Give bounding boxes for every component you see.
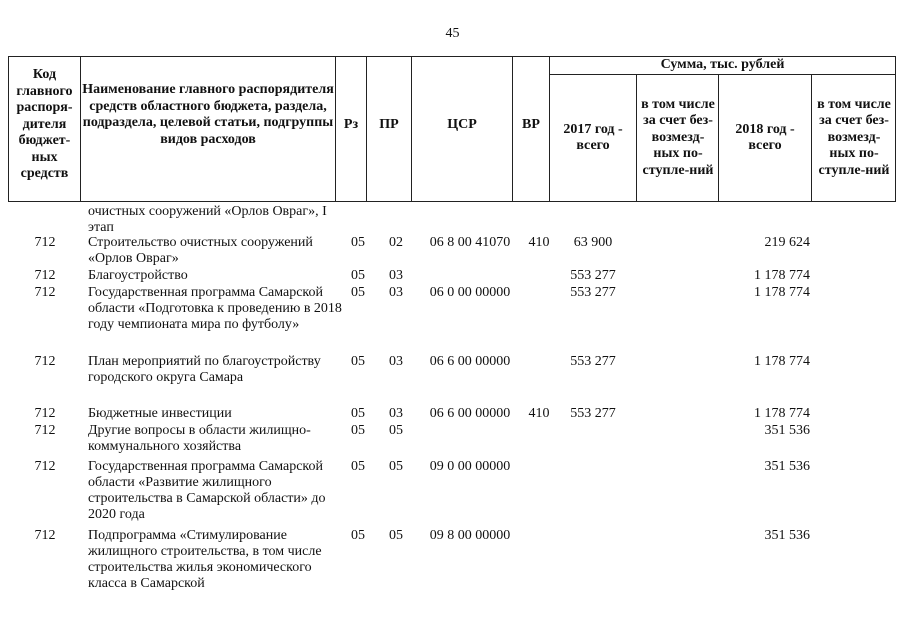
row-csr: 06 6 00 00000 bbox=[429, 406, 511, 421]
row-csr: 06 0 00 00000 bbox=[429, 285, 511, 300]
row-pr: 05 bbox=[389, 459, 403, 474]
header-vr: ВР bbox=[522, 116, 540, 132]
row-code: 712 bbox=[34, 459, 56, 474]
header-2017-free: в том числе за счет без-возмезд-ных по-ступле-ний bbox=[641, 96, 715, 178]
row-code: 712 bbox=[34, 423, 56, 438]
header-2018-free: в том числе за счет без-возмезд-ных по-ступле-ний bbox=[817, 96, 891, 178]
row-pr: 03 bbox=[389, 285, 403, 300]
row-name: Государственная программа Самарской области «Развитие жилищного строительства в Самарской области» до 2020 года bbox=[88, 459, 326, 522]
header-2018-total: 2018 год - всего bbox=[735, 121, 795, 153]
row-rz: 05 bbox=[351, 268, 365, 283]
row-sum-2017: 63 900 bbox=[573, 235, 613, 250]
row-name: Государственная программа Самарской области «Подготовка к проведению в 2018 году чемпионата мира по футболу» bbox=[88, 285, 342, 332]
row-sum-2018: 219 624 bbox=[764, 235, 810, 250]
header-csr: ЦСР bbox=[447, 116, 477, 132]
row-sum-2017: 553 277 bbox=[570, 285, 616, 300]
header-sum: Сумма, тыс. рублей bbox=[660, 57, 785, 73]
row-code: 712 bbox=[34, 528, 56, 543]
row-code: 712 bbox=[34, 268, 56, 283]
row-name: очистных сооружений «Орлов Овраг», I этап bbox=[88, 204, 327, 235]
row-rz: 05 bbox=[351, 459, 365, 474]
row-name: План мероприятий по благоустройству городского округа Самара bbox=[88, 354, 321, 385]
row-sum-2018: 1 178 774 bbox=[754, 354, 810, 369]
row-code: 712 bbox=[34, 285, 56, 300]
row-code: 712 bbox=[34, 354, 56, 369]
table-header bbox=[8, 56, 896, 202]
row-vr: 410 bbox=[528, 406, 550, 421]
row-rz: 05 bbox=[351, 285, 365, 300]
row-sum-2018: 1 178 774 bbox=[754, 406, 810, 421]
row-vr: 410 bbox=[528, 235, 550, 250]
header-2017-total: 2017 год - всего bbox=[563, 121, 623, 153]
row-rz: 05 bbox=[351, 354, 365, 369]
header-pr: ПР bbox=[379, 116, 399, 132]
row-pr: 02 bbox=[389, 235, 403, 250]
row-sum-2018: 1 178 774 bbox=[754, 268, 810, 283]
row-csr: 09 8 00 00000 bbox=[429, 528, 511, 543]
header-code: Код главного распоря-дителя бюджет-ных средств bbox=[16, 67, 73, 182]
row-sum-2018: 1 178 774 bbox=[754, 285, 810, 300]
row-sum-2017: 553 277 bbox=[570, 406, 616, 421]
row-sum-2018: 351 536 bbox=[764, 423, 810, 438]
row-rz: 05 bbox=[351, 235, 365, 250]
row-name: Другие вопросы в области жилищно-коммунального хозяйства bbox=[88, 423, 311, 454]
row-code: 712 bbox=[34, 406, 56, 421]
row-pr: 03 bbox=[389, 354, 403, 369]
row-pr: 03 bbox=[389, 268, 403, 283]
row-rz: 05 bbox=[351, 528, 365, 543]
row-pr: 05 bbox=[389, 528, 403, 543]
row-name: Бюджетные инвестиции bbox=[88, 406, 232, 421]
header-name: Наименование главного распорядителя средств областного бюджета, раздела, подраздела, целевой статьи, подгруппы видов расходов bbox=[82, 82, 334, 147]
row-csr: 06 8 00 41070 bbox=[429, 235, 511, 250]
row-code: 712 bbox=[34, 235, 56, 250]
row-rz: 05 bbox=[351, 406, 365, 421]
row-name: Строительство очистных сооружений «Орлов Овраг» bbox=[88, 235, 313, 266]
header-rz: Рз bbox=[343, 116, 359, 132]
row-pr: 03 bbox=[389, 406, 403, 421]
page-number: 45 bbox=[445, 26, 460, 41]
row-pr: 05 bbox=[389, 423, 403, 438]
row-rz: 05 bbox=[351, 423, 365, 438]
row-sum-2018: 351 536 bbox=[764, 528, 810, 543]
row-sum-2017: 553 277 bbox=[570, 354, 616, 369]
row-sum-2018: 351 536 bbox=[764, 459, 810, 474]
row-sum-2017: 553 277 bbox=[570, 268, 616, 283]
row-csr: 09 0 00 00000 bbox=[429, 459, 511, 474]
row-csr: 06 6 00 00000 bbox=[429, 354, 511, 369]
row-name: Благоустройство bbox=[88, 268, 188, 283]
row-name: Подпрограмма «Стимулирование жилищного строительства, в том числе строительства жилья экономического класса в Самарской bbox=[88, 528, 322, 591]
